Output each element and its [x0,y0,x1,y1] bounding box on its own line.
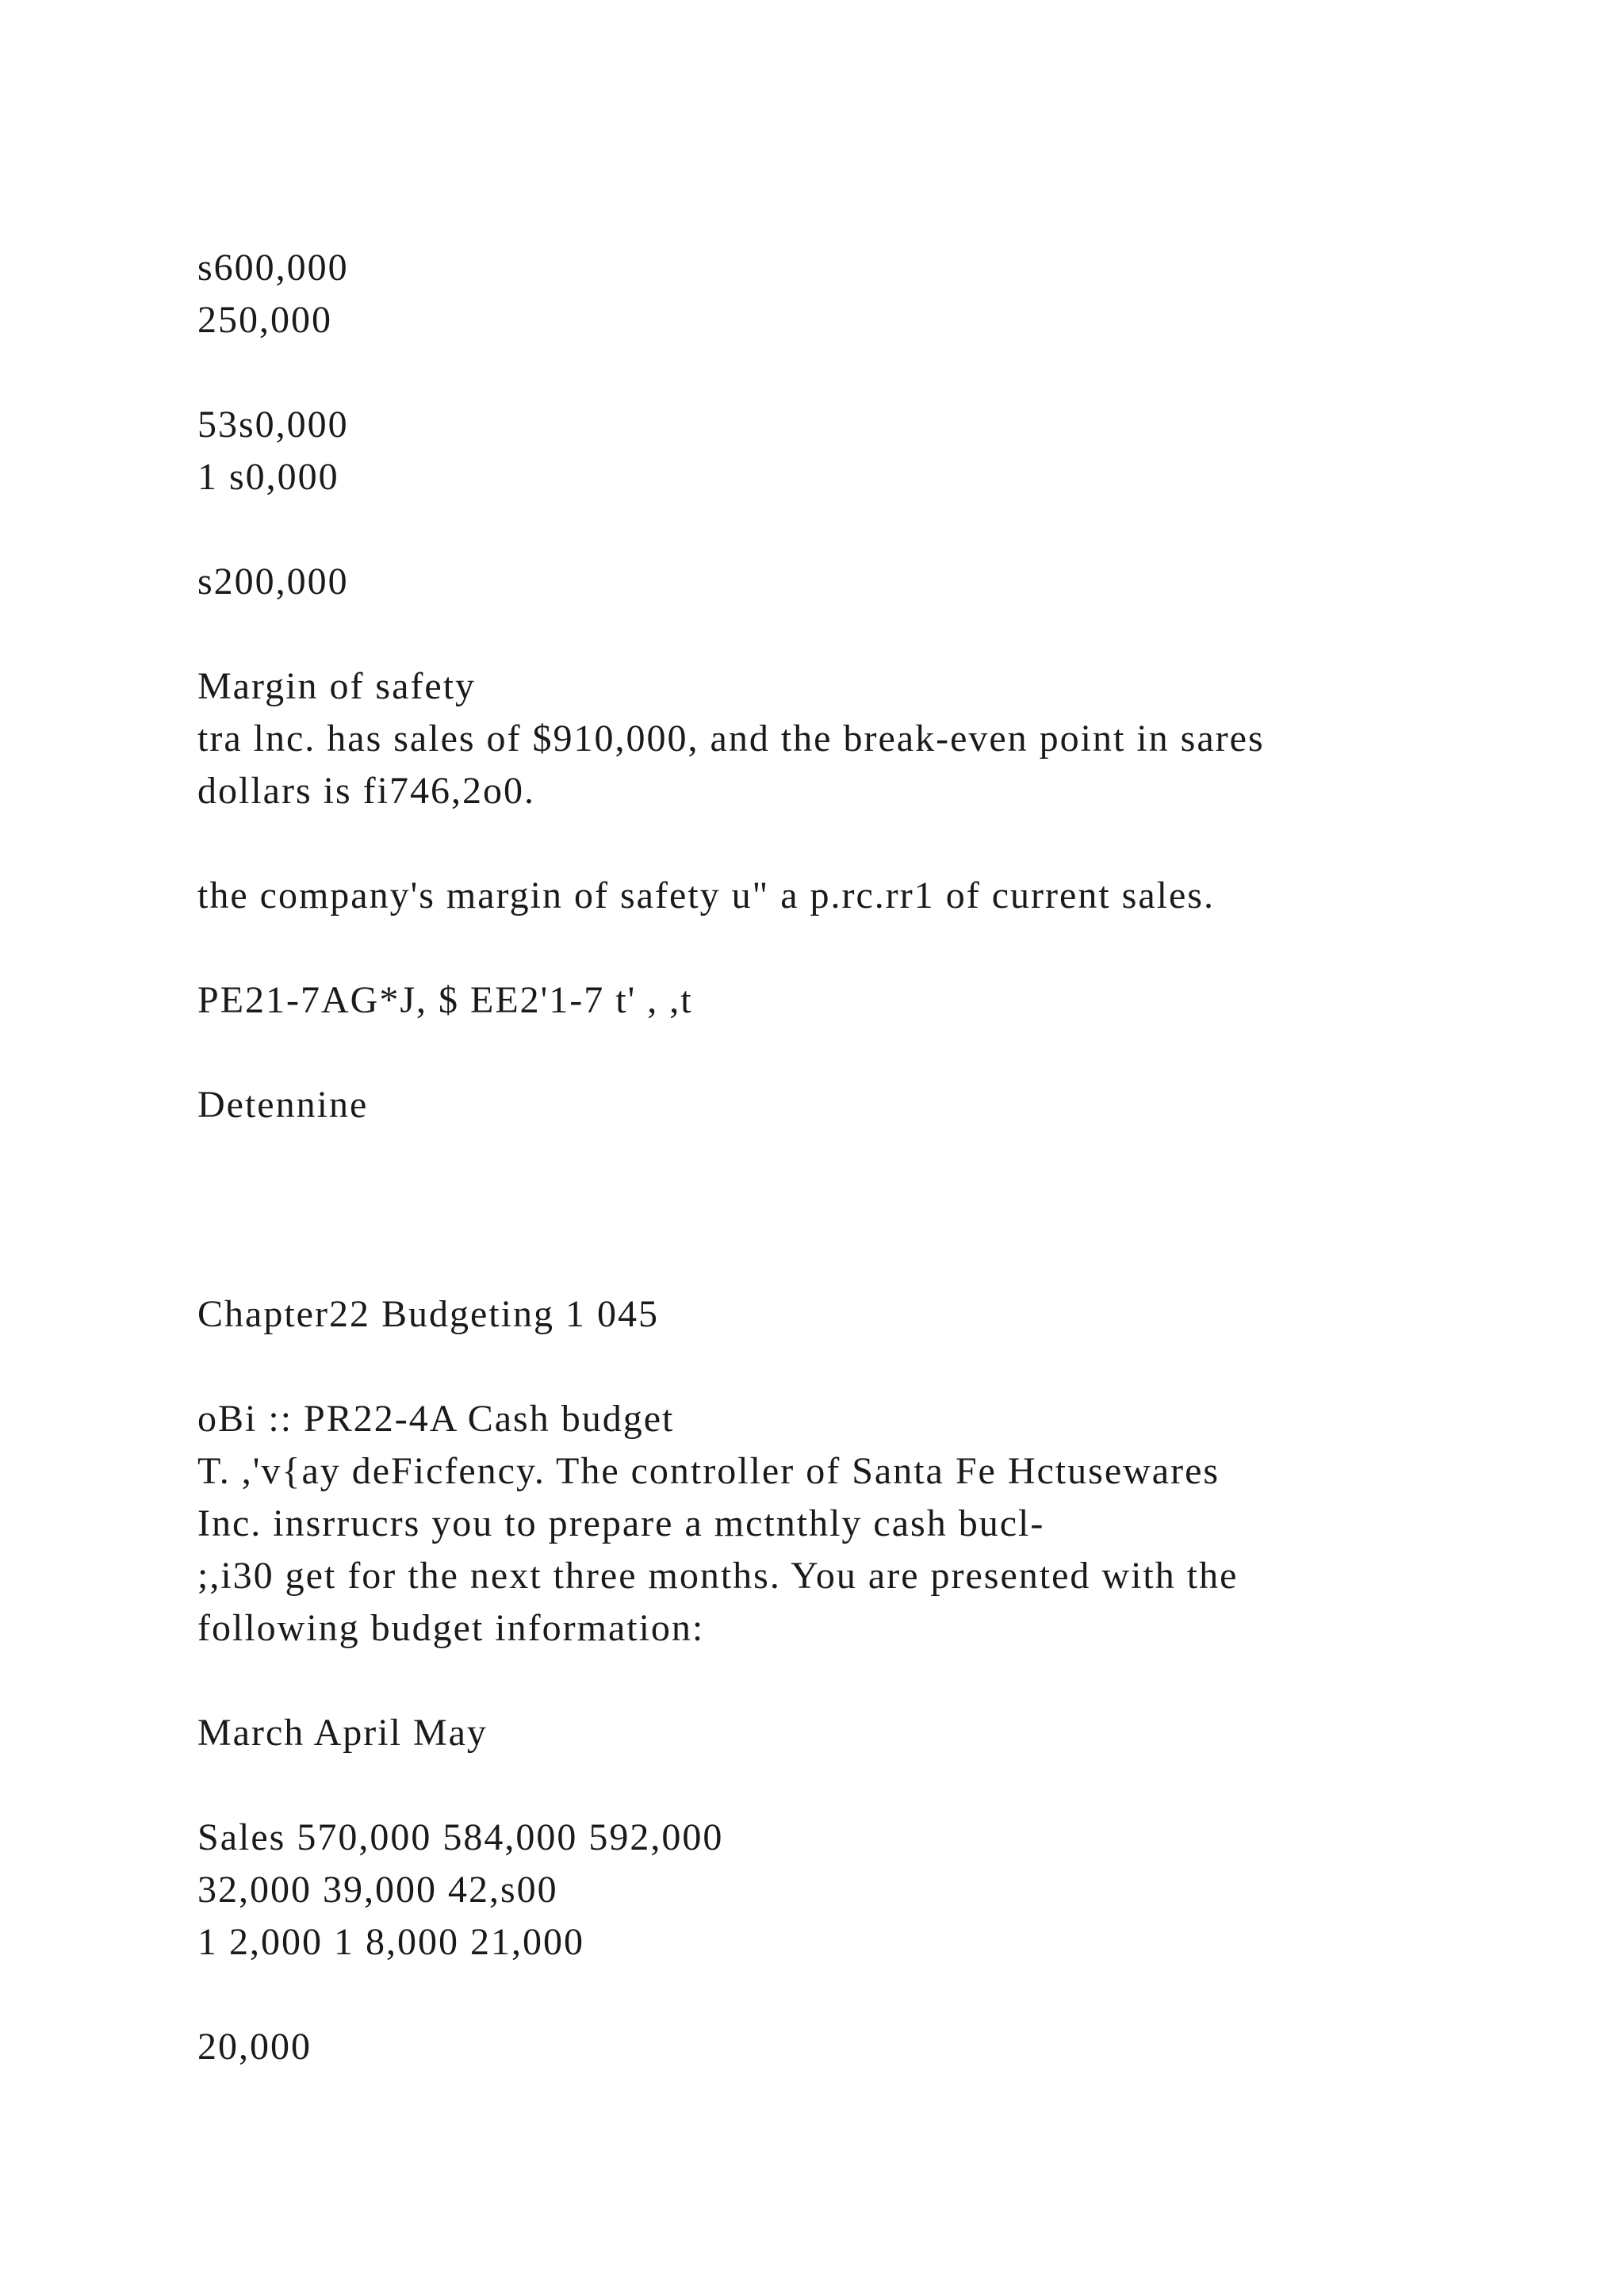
spacer [197,1131,1434,1236]
spacer [197,503,1434,556]
figure-line: s200,000 [197,561,349,603]
paragraph-line: the company's margin of safety u" a p.rc.rr1 of current sales. [197,874,1215,916]
spacer [197,817,1434,870]
budget-table-row: 32,000 39,000 42,s00 [197,1869,558,1911]
figure-line: s600,000 [197,247,349,289]
spacer [197,1759,1434,1812]
figure-line: 53s0,000 [197,404,349,446]
chapter-header: Chapter22 Budgeting 1 045 [197,1293,659,1335]
spacer [197,1341,1434,1393]
paragraph-line: T. ,'v{ay deFicfency. The controller of Santa Fe Hctusewares [197,1450,1220,1492]
paragraph-line: tra lnc. has sales of $910,000, and the break-even point in sares [197,718,1265,760]
exercise-reference: PE21-7AG*J, $ EE2'1-7 t' , ,t [197,979,693,1021]
paragraph-line: ;,i30 get for the next three months. You are presented with the [197,1555,1239,1597]
budget-table-row: 1 2,000 1 8,000 21,000 [197,1921,584,1963]
spacer [197,608,1434,660]
document-text [197,242,1434,2073]
figure-line: 250,000 [197,299,332,341]
section-heading: Margin of safety [197,665,477,707]
budget-table-header: March April May [197,1712,488,1754]
problem-title: oBi :: PR22-4A Cash budget [197,1398,675,1440]
budget-table-row: 20,000 [197,2026,312,2068]
spacer [197,1969,1434,2021]
budget-table-row: Sales 570,000 584,000 592,000 [197,1816,724,1858]
spacer [197,922,1434,974]
spacer [197,346,1434,399]
spacer [197,1236,1434,1288]
paragraph-line: Inc. insrrucrs you to prepare a mctnthly cash bucl- [197,1502,1045,1544]
paragraph-line: following budget information: [197,1607,705,1649]
paragraph-line: dollars is fi746,2o0. [197,770,535,812]
instruction-word: Detennine [197,1084,369,1126]
spacer [197,1027,1434,1079]
spacer [197,1655,1434,1707]
figure-line: 1 s0,000 [197,456,339,498]
